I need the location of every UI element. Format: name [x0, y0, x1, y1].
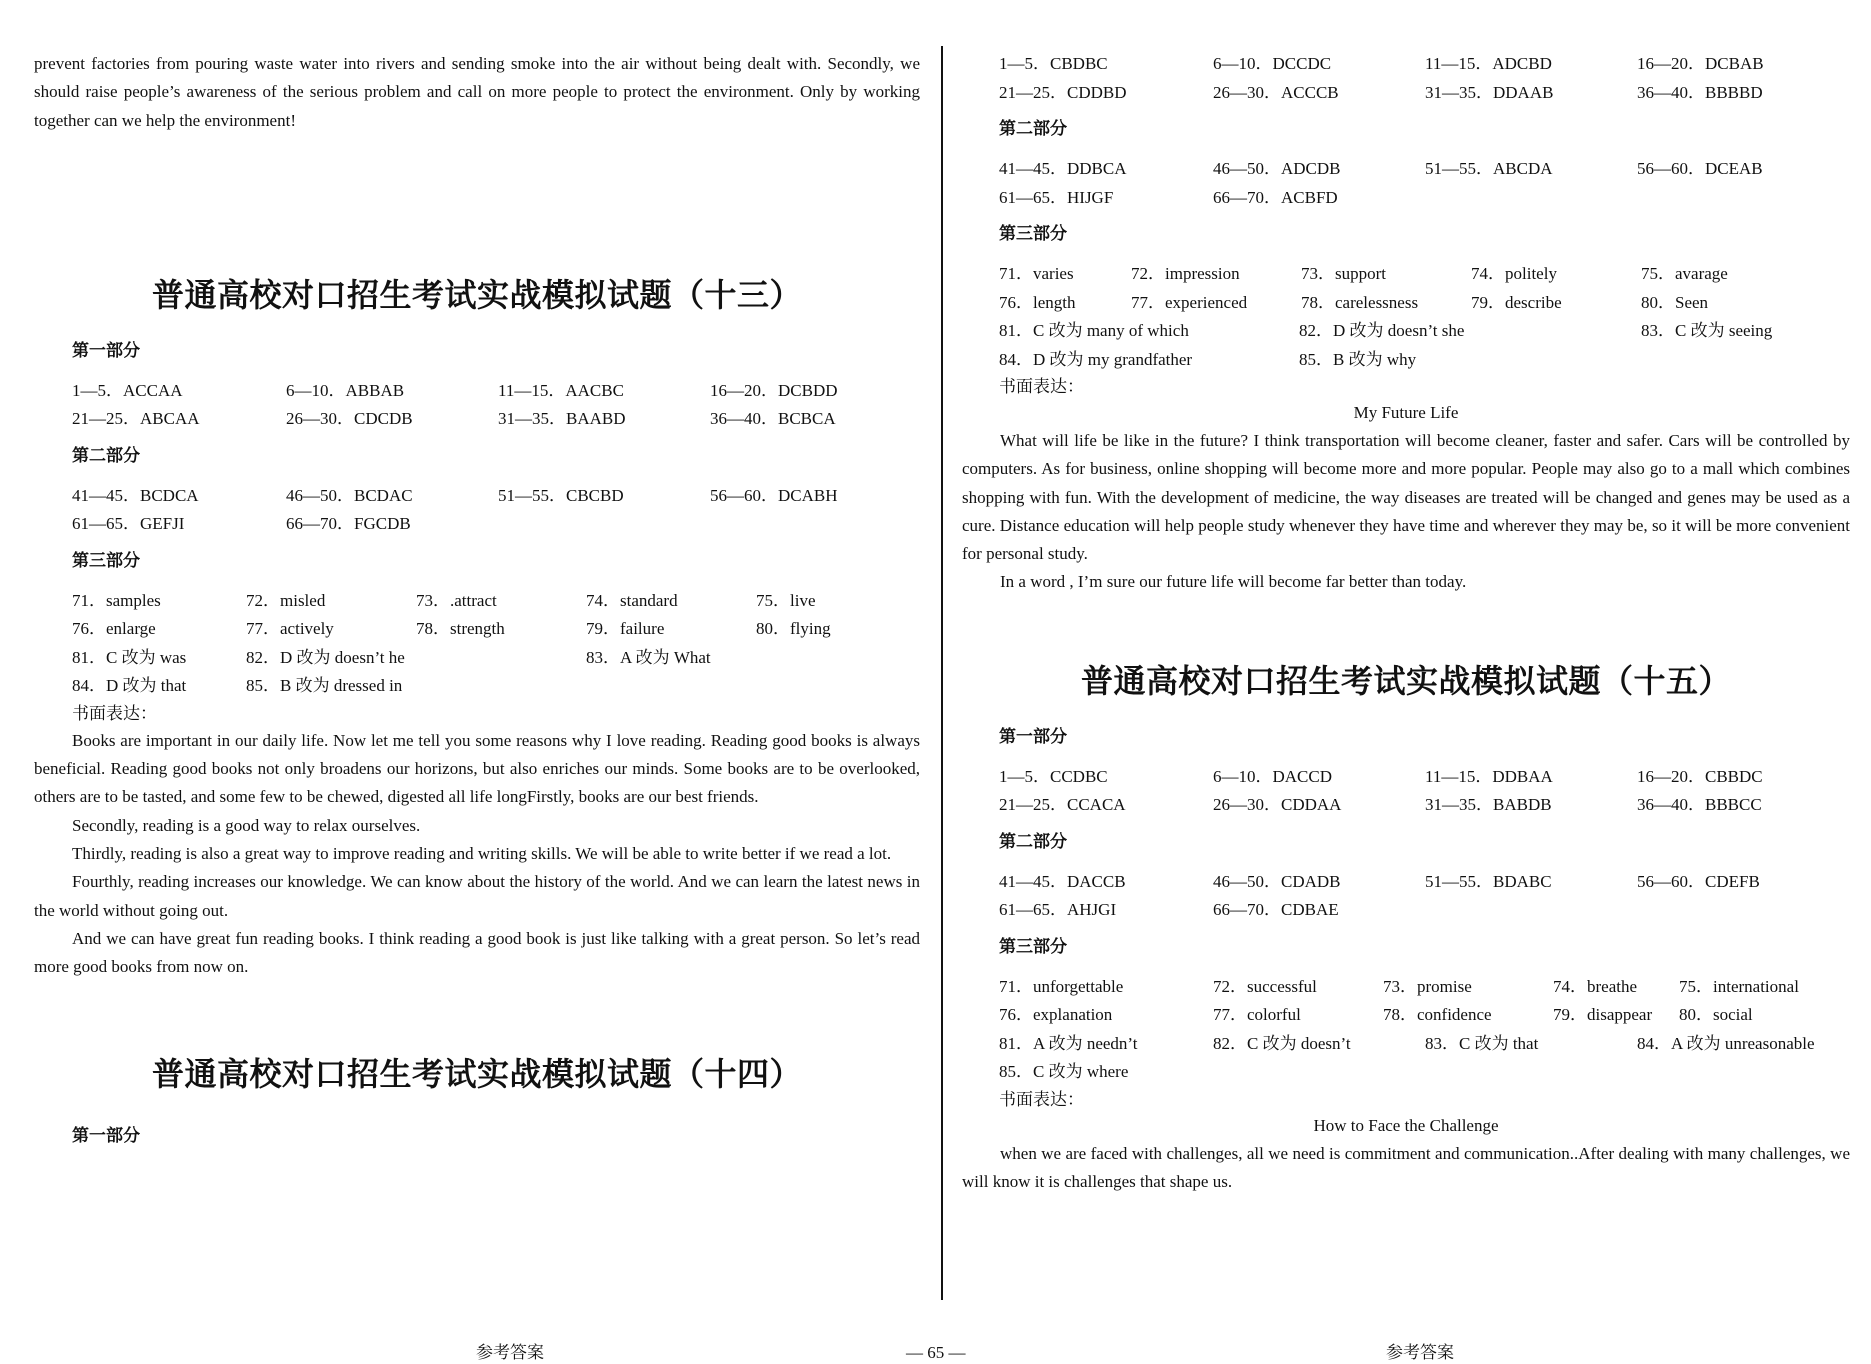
t15-part3-row [999, 973, 1850, 1002]
answer-item: 84．D 改为 that [72, 676, 187, 696]
t15-part2-row [999, 896, 1850, 925]
answer-item: 78．confidence [1383, 1005, 1492, 1025]
answer-item: 73．.attract [416, 590, 497, 610]
answer-item: 71．samples [72, 590, 161, 610]
exam-15-title: 普通高校对口招生考试实战模拟试题（十五） [1080, 661, 1731, 700]
answer-item: 31—35．BABDB [1425, 795, 1552, 815]
essay-paragraph: In a word , I’m sure our future life will become far better than today. [1000, 572, 1467, 592]
t15-part1-row [999, 791, 1850, 820]
t14-part1-row [999, 50, 1850, 79]
left-column [34, 50, 920, 1148]
answer-item: 76．explanation [999, 1005, 1113, 1025]
answer-item: 78．carelessness [1301, 292, 1419, 312]
essay-paragraph: Fourthly, reading increases our knowledge. We can know about the history of the world. And we can learn the latest news in the world without going out. [34, 872, 920, 920]
answer-item: 85．C 改为 where [999, 1062, 1129, 1082]
answer-item: 80．social [1679, 1005, 1753, 1025]
answer-item: 81．C 改为 was [72, 647, 187, 667]
page-number: — 65 — [906, 1343, 966, 1362]
answer-item: 21—25．ABCAA [72, 409, 200, 429]
answer-item: 77．experienced [1131, 292, 1248, 312]
answer-item: 74．standard [586, 590, 678, 610]
t13-part1-row [72, 377, 920, 406]
essay-paragraph: Thirdly, reading is also a great way to improve reading and writing skills. We will be able to write better if we read a lot. [72, 844, 892, 864]
t14-part1-row [999, 79, 1850, 108]
t14-part3-heading: 第三部分 [999, 224, 1067, 244]
answer-item: 56—60．CDEFB [1637, 871, 1760, 891]
t14-part2-row [999, 155, 1850, 184]
answer-item: 84．A 改为 unreasonable [1637, 1033, 1815, 1053]
t14-part3-row [999, 260, 1850, 289]
answer-item: 85．B 改为 why [1299, 349, 1417, 369]
answer-item: 36—40．BBBBD [1637, 82, 1763, 102]
exam-13-title: 普通高校对口招生考试实战模拟试题（十三） [151, 275, 802, 314]
essay-paragraph: when we are faced with challenges, all we need is commitment and communication..After dealing with many challenges, we will know it is challenges that shape us. [962, 1143, 1850, 1192]
answer-item: 46—50．CDADB [1213, 871, 1341, 891]
answer-item: 75．international [1679, 976, 1799, 996]
t13-part2-heading: 第二部分 [72, 445, 140, 466]
answer-item: 21—25．CDDBD [999, 82, 1127, 102]
exam-14-title: 普通高校对口招生考试实战模拟试题（十四） [151, 1054, 802, 1093]
answer-item: 82．D 改为 doesn’t she [1299, 321, 1465, 340]
answer-item: 79．failure [586, 619, 665, 639]
t15-correction-row [999, 1058, 1850, 1087]
t14-part2-heading: 第二部分 [999, 119, 1067, 139]
essay-paragraph: Secondly, reading is a good way to relax ourselves. [72, 815, 421, 835]
answer-item: 41—45．DDBCA [999, 159, 1127, 178]
answer-item: 21—25．CCACA [999, 795, 1126, 815]
answer-item: 77．colorful [1213, 1005, 1301, 1025]
t14-correction-row [999, 346, 1850, 375]
answer-item: 73．support [1301, 264, 1386, 283]
answer-item: 83．A 改为 What [586, 647, 711, 667]
answer-item: 26—30．ACCCB [1213, 82, 1339, 102]
answer-item: 56—60．DCABH [710, 485, 838, 505]
t15-essay [962, 1140, 1850, 1197]
t15-part2-heading: 第二部分 [999, 831, 1067, 852]
answer-item: 31—35．BAABD [498, 409, 626, 429]
answer-item: 83．C 改为 that [1425, 1033, 1539, 1053]
t15-part3-heading: 第三部分 [999, 936, 1067, 957]
answer-item: 16—20．CBBDC [1637, 766, 1763, 786]
t13-essay-label: 书面表达： [72, 703, 157, 723]
answer-item: 76．length [999, 292, 1076, 312]
essay-paragraph: And we can have great fun reading books. I think reading a good book is just like talking with a great person. So let’s read more good books from now on. [34, 928, 920, 977]
t13-part2-row [72, 482, 920, 511]
answer-item: 78．strength [416, 619, 505, 639]
answer-item: 51—55．BDABC [1425, 871, 1552, 891]
t15-essay-title: How to Face the Challenge [1313, 1115, 1499, 1135]
answer-item: 51—55．CBCBD [498, 485, 624, 505]
t13-part1-row [72, 405, 920, 434]
answer-item: 36—40．BBBCC [1637, 795, 1762, 815]
t13-part3-heading: 第三部分 [72, 550, 140, 571]
t13-part3-row [72, 587, 920, 616]
answer-item: 75．avarage [1641, 264, 1728, 283]
answer-item: 72．misled [246, 590, 326, 610]
answer-item: 1—5．CCDBC [999, 766, 1108, 786]
answer-item: 61—65．HIJGF [999, 187, 1114, 207]
right-column [962, 50, 1850, 1196]
answer-item: 36—40．BCBCA [710, 409, 836, 429]
answer-item: 66—70．CDBAE [1213, 900, 1339, 920]
answer-item: 66—70．ACBFD [1213, 187, 1338, 207]
answer-item: 1—5．ACCAA [72, 380, 183, 400]
answer-item: 41—45．BCDCA [72, 485, 199, 505]
t14-correction-row [999, 317, 1850, 346]
answer-item: 61—65．AHJGI [999, 900, 1117, 920]
t15-part2-row [999, 868, 1850, 897]
answer-item: 26—30．CDCDB [286, 409, 413, 429]
t13-part1-heading: 第一部分 [72, 340, 140, 361]
answer-item: 46—50．ADCDB [1213, 159, 1341, 178]
answer-item: 84．D 改为 my grandfather [999, 349, 1193, 369]
answer-item: 16—20．DCBDD [710, 380, 838, 400]
t14-part3-row [999, 289, 1850, 318]
answer-item: 72．impression [1131, 264, 1240, 283]
answer-item: 80．flying [756, 619, 831, 639]
answer-item: 72．successful [1213, 976, 1317, 996]
answer-item: 76．enlarge [72, 619, 156, 639]
answer-item: 6—10．DCCDC [1213, 54, 1332, 73]
t13-part3-row [72, 615, 920, 644]
t14-part1-heading: 第一部分 [72, 1125, 140, 1146]
intro-paragraph: prevent factories from pouring waste water into rivers and sending smoke into the air without being dealt with. Secondly, we should raise people’s awareness of the serious problem and call on more people to protect the environment. Only by working together can we help the environment! [34, 54, 920, 130]
essay-paragraph: What will life be like in the future? I think transportation will become cleaner, faster and safer. Cars will be controlled by computers. As for business, online shopping will become more and more popular. People may also go to a mall which combines shopping with fun. With the development of medicine, the way diseases are treated will be changed and genes may be used as a cure. Distance education will help people study whenever they have time and wherever they may be, so it will be more convenient for personal study. [962, 431, 1850, 564]
t15-essay-label: 书面表达： [999, 1089, 1084, 1109]
answer-item: 6—10．ABBAB [286, 380, 405, 400]
answer-item: 26—30．CDDAA [1213, 795, 1342, 815]
answer-item: 82．D 改为 doesn’t he [246, 647, 405, 667]
t15-part3-row [999, 1001, 1850, 1030]
footer-right: 参考答案 [1386, 1343, 1454, 1362]
answer-item: 73．promise [1383, 976, 1472, 996]
t13-part2-row [72, 510, 920, 539]
answer-item: 46—50．BCDAC [286, 485, 413, 505]
essay-paragraph: Books are important in our daily life. Now let me tell you some reasons why I love reading. Reading good books is always beneficial. Reading good books not only broadens our horizons, but also enriches our minds. Some books are to be overlooked, others are to be tasted, and some few to be chewed, digested all life longFirstly, books are our best friends. [34, 730, 920, 807]
t13-correction-row [72, 644, 920, 673]
t14-essay [962, 427, 1850, 597]
answer-item: 11—15．ADCBD [1425, 54, 1552, 73]
t15-part1-row [999, 763, 1850, 792]
answer-item: 31—35．DDAAB [1425, 82, 1554, 102]
answer-item: 11—15．AACBC [498, 380, 624, 400]
footer-left: 参考答案 [476, 1343, 544, 1362]
t13-essay [34, 727, 920, 982]
column-divider [941, 46, 943, 1300]
answer-item: 61—65．GEFJI [72, 514, 185, 534]
answer-item: 82．C 改为 doesn’t [1213, 1033, 1351, 1053]
t13-correction-row [72, 672, 920, 701]
answer-item: 1—5．CBDBC [999, 54, 1108, 73]
answer-item: 71．varies [999, 264, 1074, 283]
answer-item: 51—55．ABCDA [1425, 159, 1553, 178]
answer-item: 80．Seen [1641, 292, 1709, 312]
answer-item: 6—10．DACCD [1213, 766, 1333, 786]
answer-item: 74．breathe [1553, 976, 1638, 996]
answer-item: 41—45．DACCB [999, 871, 1126, 891]
t14-essay-title: My Future Life [1353, 403, 1459, 422]
answer-item: 56—60．DCEAB [1637, 159, 1763, 178]
answer-item: 79．describe [1471, 292, 1562, 312]
answer-item: 83．C 改为 seeing [1641, 321, 1773, 340]
answer-item: 81．C 改为 many of which [999, 321, 1189, 340]
answer-item: 77．actively [246, 619, 334, 639]
answer-item: 71．unforgettable [999, 976, 1124, 996]
answer-item: 85．B 改为 dressed in [246, 676, 403, 696]
answer-item: 11—15．DDBAA [1425, 766, 1553, 786]
t14-essay-label: 书面表达： [999, 377, 1084, 396]
answer-item: 81．A 改为 needn’t [999, 1033, 1138, 1053]
t14-part2-row [999, 184, 1850, 213]
answer-item: 79．disappear [1553, 1005, 1653, 1025]
answer-item: 16—20．DCBAB [1637, 54, 1764, 73]
answer-item: 74．politely [1471, 264, 1557, 283]
t15-correction-row [999, 1030, 1850, 1059]
answer-item: 75．live [756, 590, 816, 610]
answer-item: 66—70．FGCDB [286, 514, 411, 534]
t15-part1-heading: 第一部分 [999, 726, 1067, 747]
